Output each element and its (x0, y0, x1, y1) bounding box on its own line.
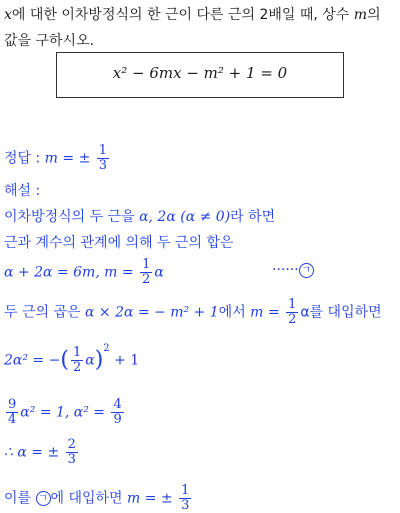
sol8-den: 3 (181, 498, 190, 513)
sol4-den: 2 (288, 312, 297, 327)
sol8-num: 1 (181, 483, 190, 498)
sol7-a: ∴ α = ± (4, 444, 60, 461)
solution-line-5 (4, 343, 140, 375)
circled-giyeok-icon: ㄱ (299, 263, 314, 278)
answer-eq: = ± (57, 150, 91, 167)
solution-line-3 (4, 258, 164, 287)
sol8-a: 이를 (4, 490, 36, 507)
solution-line-4 (4, 298, 382, 327)
sol7-num: 2 (67, 437, 76, 452)
sol8-b: 에 대입하면 (50, 490, 128, 507)
sol4-math: α × 2α = − m² + 1 (84, 304, 219, 321)
solution-line-7 (4, 438, 80, 467)
answer-var: m (44, 150, 58, 167)
sol7-den: 3 (67, 452, 76, 467)
sol4-num: 1 (288, 297, 297, 312)
sol6-num: 9 (8, 397, 17, 412)
sol3-math: α + 2α = 6m, m = (4, 264, 139, 281)
sol1-b: 라 하면 (230, 209, 276, 225)
sol6-num2: 4 (113, 397, 122, 412)
sol3-den: 2 (142, 272, 151, 287)
solution-line-8 (4, 484, 193, 513)
var-x: x (4, 7, 12, 23)
question-line-1 (4, 4, 381, 24)
answer-den: 3 (98, 158, 108, 173)
sol5-den: 2 (72, 360, 82, 375)
equation: x² − 6mx − m² + 1 = 0 (112, 64, 288, 82)
sol5-num: 1 (72, 345, 82, 360)
sol5-lhs: 2α² = − (4, 352, 61, 369)
question-line-2: 값을 구하시오. (4, 33, 95, 49)
question-text: 에 대한 이차방정식의 한 근이 다른 근의 2배일 때, 상수 (11, 7, 354, 23)
sol5-rhs: + 1 (109, 352, 140, 369)
var-m: m (353, 7, 368, 23)
sol3-tail: α (154, 264, 164, 281)
sol6-den: 4 (8, 412, 17, 427)
sol7-fraction (66, 438, 78, 467)
sol8-fraction (179, 484, 191, 513)
sol6-fraction-1 (6, 398, 18, 427)
answer-label: 정답 : (4, 150, 45, 167)
solution-label: 해설 : (4, 183, 41, 199)
solution-line-6 (4, 398, 126, 427)
sol4-a: 두 근의 곱은 (4, 304, 85, 321)
sol4-b: 에서 (218, 304, 251, 321)
sol1-a: 이차방정식의 두 근을 (4, 209, 140, 225)
sol3-num: 1 (142, 257, 151, 272)
right-paren: ) (94, 347, 104, 373)
marker-ref (272, 262, 314, 278)
sol3-fraction (140, 258, 152, 287)
answer-line (4, 144, 111, 173)
solution-line-1 (4, 206, 275, 226)
sol6-den2: 9 (113, 412, 122, 427)
sol5-fraction (71, 346, 83, 375)
answer-num: 1 (98, 143, 108, 158)
answer-fraction (97, 144, 109, 173)
sol6-fraction-2 (111, 398, 123, 427)
sol5-mid: α (85, 352, 95, 369)
solution-line-2: 근과 계수의 관계에 의해 두 근의 합은 (4, 235, 234, 251)
sol4-c: α를 대입하면 (300, 304, 382, 321)
question-text-end: 의 (367, 7, 381, 23)
sol4-fraction (286, 298, 298, 327)
squared: 2 (103, 343, 110, 354)
sol1-math: α, 2α (α ≠ 0) (139, 209, 231, 225)
circled-giyeok-icon-2: ㄱ (36, 491, 51, 506)
dots: ······ (272, 262, 299, 278)
sol6-mid: α² = 1, α² = (20, 404, 110, 421)
sol4-math2: m = (250, 304, 285, 321)
left-paren: ( (60, 347, 69, 373)
sol8-math: m = ± (127, 490, 173, 507)
